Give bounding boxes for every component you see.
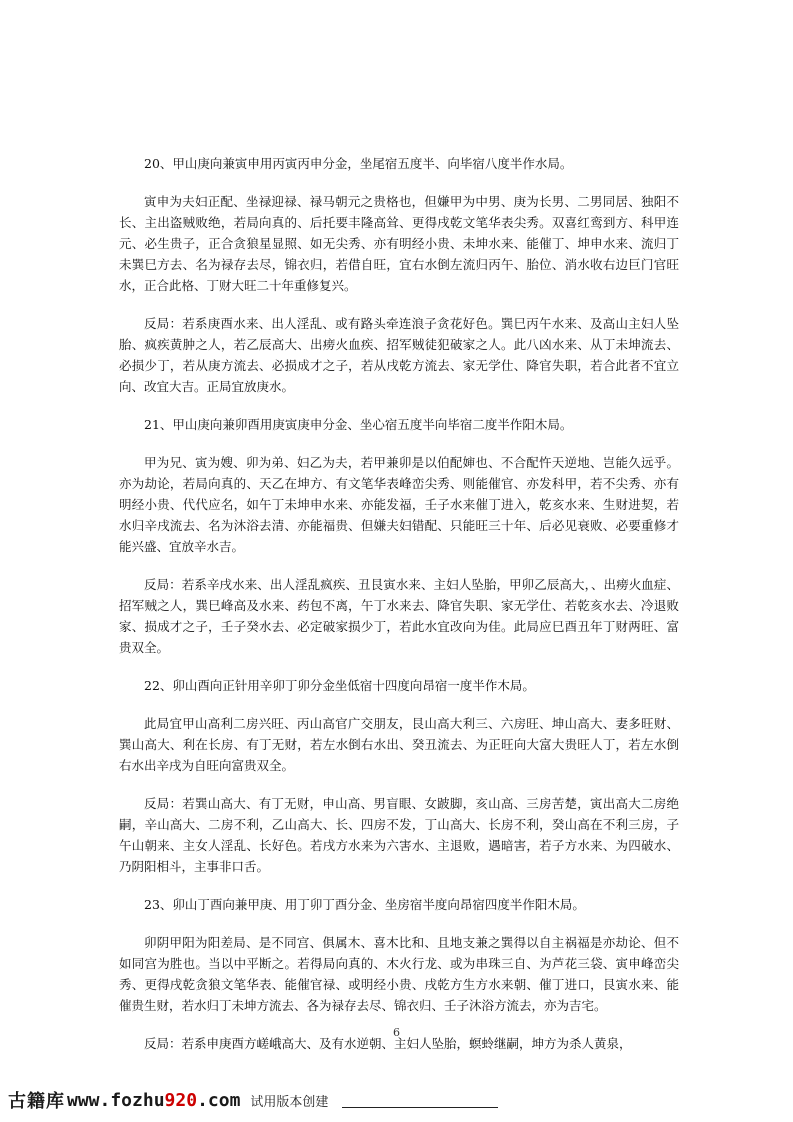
section-heading-20: 20、甲山庚向兼寅申用丙寅丙申分金，坐尾宿五度半、向毕宿八度半作水局。 <box>144 156 573 171</box>
section-heading-21: 21、甲山庚向兼卯酉用庚寅庚申分金、坐心宿五度半向毕宿二度半作阳木局。 <box>144 417 573 432</box>
paragraph: 卯阴甲阳为阳差局、是不同宫、俱属木、喜木比和、且地支兼之巽得以自主祸福是亦劫论、但不如同宫为胜也。当以中平断之。若得局向真的、木火行龙、或为串珠三自、为芦花三袋、寅申峰峦尖秀、更得戌乾贪狼文笔华表、能催官禄、或明经小贵、戌乾方生方水来朝、催丁进口，艮寅水来、能催贵生财，若水归丁未坤方流去、各为禄存去尽、锦衣归、壬子沐浴方流去，亦为吉宅。 <box>119 935 679 1013</box>
paragraph: 反局：若系庚酉水来、出人淫乱、或有路头牵连浪子贪花好色。巽巳丙午水来、及高山主妇人坠胎、疯疾黄肿之人，若乙辰高大、出痨火血疾、招军贼徒犯破家之人。此八凶水来、从丁未坤流去、必损少丁，若从庚方流去、必损成才之子，若从戌乾方流去、家无学仕、降官失职，若合此者不宜立向、改宜大吉。正局宜放庚水。 <box>119 316 679 394</box>
brand-name: 古籍库 <box>8 1091 65 1112</box>
paragraph: 寅申为夫妇正配、坐禄迎禄、禄马朝元之贵格也，但嫌甲为中男、庚为长男、二男同居、独阳不长、主出盗贼败绝，若局向真的、后托要丰隆高耸、更得戌乾文笔华表尖秀。双喜红鸾到方、科甲连元、必生贵子，正合贪狼星显照、如无尖秀、亦有明经小贵、未坤水来、能催丁、坤申水来、流归丁未巽巳方去、名为禄存去尽，锦衣归，若借自旺，宜右水倒左流归丙午、胎位、消水收右边巨门官旺水，正合此格、丁财大旺二十年重修复兴。 <box>119 194 679 293</box>
url-suffix: .com <box>197 1089 241 1111</box>
paragraph: 反局：若系辛戌水来、出人淫乱疯疾、丑艮寅水来、主妇人坠胎，甲卯乙辰高大，、出痨火血症、招军贼之人，巽巳峰高及水来、药包不离，午丁水来去、降官失职、家无学仕、若乾亥水去、冷退败家、损成才之子，壬子癸水去、必定破家损少丁，若此水宜改向为佳。此局应巳酉丑年丁财两旺、富贵双全。 <box>119 577 679 655</box>
brand-url[interactable] <box>67 1090 240 1111</box>
url-highlight: 920 <box>164 1089 198 1111</box>
url-prefix: www.fozhu <box>67 1089 165 1111</box>
section-heading-22: 22、卯山酉向正针用辛卯丁卯分金坐低宿十四度向昂宿一度半作木局。 <box>144 678 535 693</box>
paragraph: 反局：若系申庚酉方嵯峨高大、及有水逆朝、主妇人坠胎，螟蛉继嗣，坤方为杀人黄泉， <box>144 1036 632 1051</box>
document-body <box>119 153 679 1071</box>
trial-version-text: 试用版本创建 <box>250 1094 329 1110</box>
page-number: 6 <box>393 1026 400 1039</box>
paragraph: 此局宜甲山高利二房兴旺、丙山高官广交朋友，艮山高大利三、六房旺、坤山高大、妻多旺财、巽山高大、利在长房、有丁无财，若左水倒右水出、癸丑流去、为正旺向大富大贵旺人丁，若左水倒右水出辛戌为自旺向富贵双全。 <box>119 716 679 773</box>
footer-underline <box>342 1093 498 1108</box>
paragraph: 甲为兄、寅为嫂、卯为弟、妇乙为夫，若甲兼卯是以伯配婶也、不合配忤天逆地、岂能久远乎。亦为劫论，若局向真的、天乙在坤方、有文笔华表峰峦尖秀、则能催官、亦发科甲，若不尖秀、亦有明经小贵、代代应名，如午丁未坤申水来、亦能发福，壬子水来催丁进入，乾亥水来、生财进契，若水归辛戌流去、名为沐浴去清、亦能福贵、但嫌夫妇错配、只能旺三十年、后必见衰败、必要重修才能兴盛、宜放辛水吉。 <box>119 455 679 554</box>
section-heading-23: 23、卯山丁酉向兼甲庚、用丁卯丁酉分金、坐房宿半度向昂宿四度半作阳木局。 <box>144 897 585 912</box>
footer-watermark <box>8 1086 568 1114</box>
paragraph: 反局：若巽山高大、有丁无财，申山高、男盲眼、女跛脚，亥山高、三房苦楚，寅出高大二房绝嗣，辛山高大、二房不利，乙山高大、长、四房不发，丁山高大、长房不利，癸山高在不利三房，子午山朝来、主女人淫乱、长好色。若戌方水来为六害水、主退败，遇暗害，若子方水来、为四破水、乃阴阳相斗，主事非口舌。 <box>119 796 679 874</box>
